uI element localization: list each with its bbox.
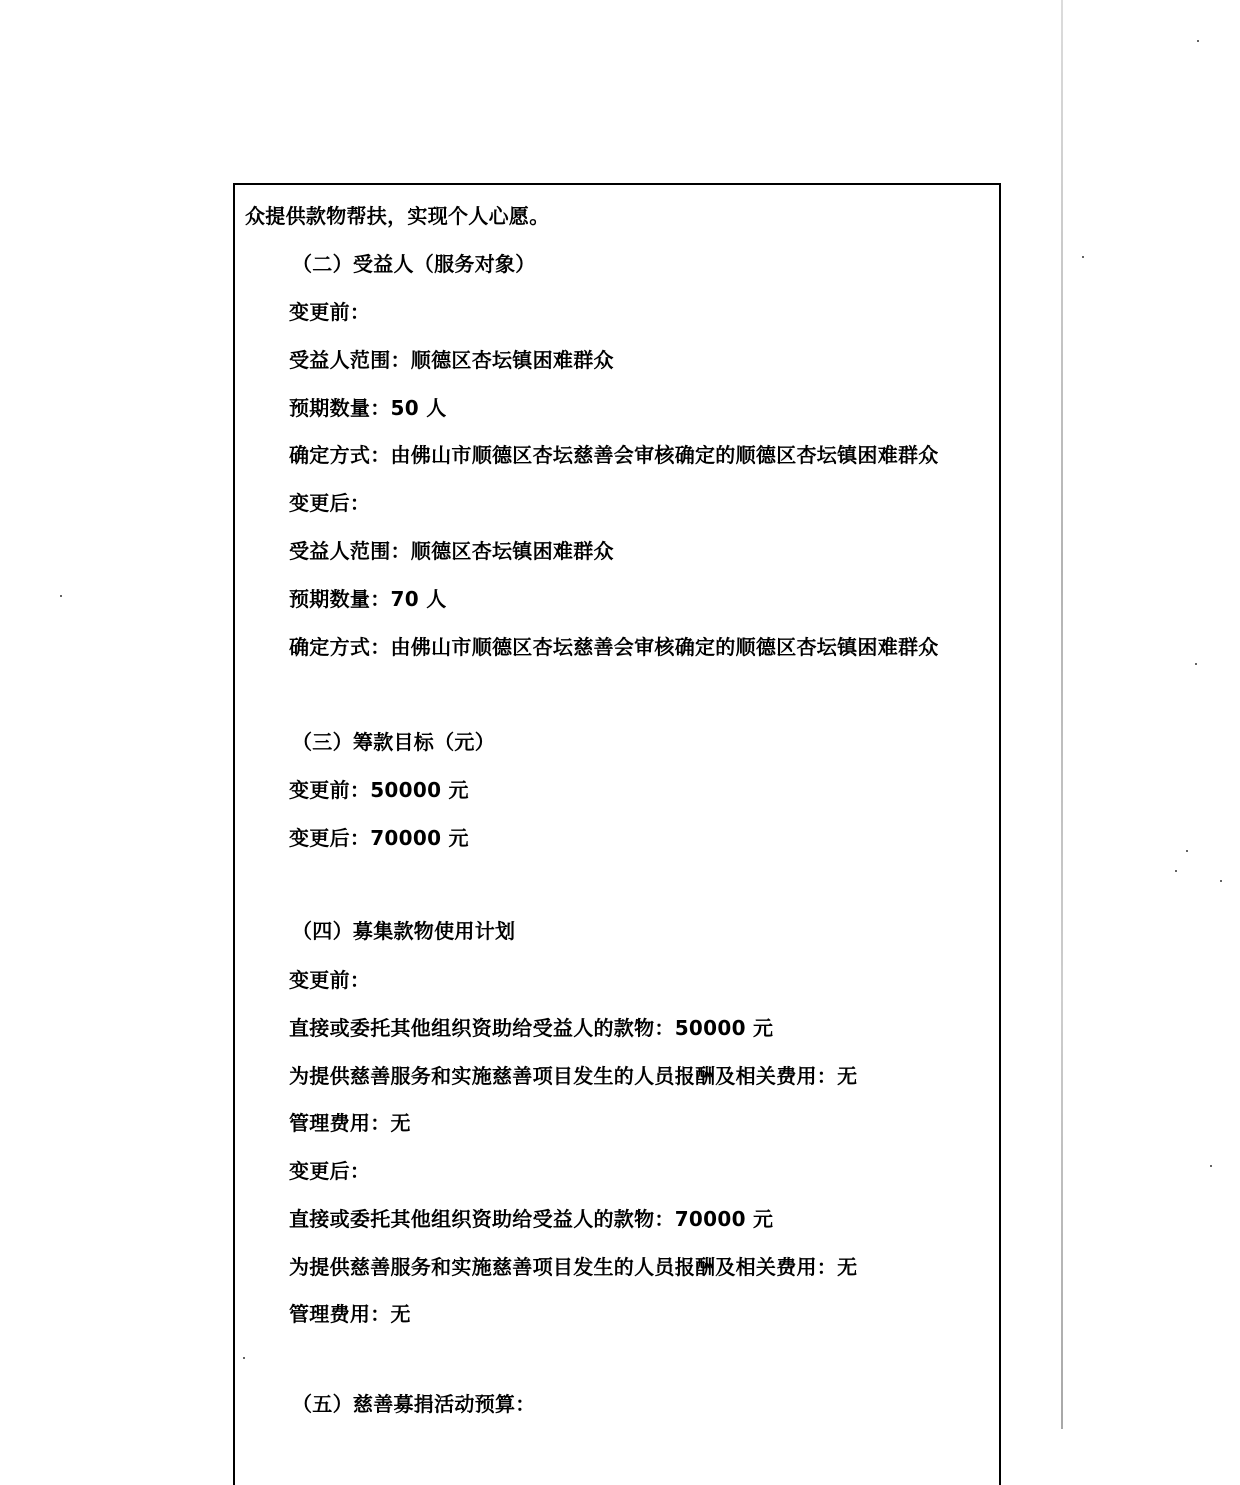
section-4-before-staff: 为提供慈善服务和实施慈善项目发生的人员报酬及相关费用：无 <box>289 1064 858 1088</box>
scan-speck <box>60 595 62 597</box>
section-3-heading: （三）筹款目标（元） <box>292 730 495 754</box>
scan-speck <box>1186 850 1188 852</box>
scan-speck <box>1082 256 1084 258</box>
section-2-before-scope: 受益人范围：顺德区杏坛镇困难群众 <box>289 348 614 372</box>
section-4-after-label: 变更后： <box>289 1159 371 1183</box>
section-4-after-direct: 直接或委托其他组织资助给受益人的款物：70000 元 <box>289 1207 774 1231</box>
scan-speck <box>1220 880 1222 882</box>
section-2-after-count: 预期数量：70 人 <box>289 587 447 611</box>
section-4-before-direct: 直接或委托其他组织资助给受益人的款物：50000 元 <box>289 1016 774 1040</box>
section-3-after: 变更后：70000 元 <box>289 826 469 850</box>
section-3-before: 变更前：50000 元 <box>289 778 469 802</box>
section-4-before-label: 变更前： <box>289 968 371 992</box>
section-2-before-label: 变更前： <box>289 300 371 324</box>
section-4-before-admin: 管理费用：无 <box>289 1111 411 1135</box>
section-2-after-method: 确定方式：由佛山市顺德区杏坛慈善会审核确定的顺德区杏坛镇困难群众 <box>289 635 939 659</box>
section-2-before-method: 确定方式：由佛山市顺德区杏坛慈善会审核确定的顺德区杏坛镇困难群众 <box>289 443 939 467</box>
scan-speck <box>1210 1165 1212 1167</box>
section-4-heading: （四）募集款物使用计划 <box>292 919 516 943</box>
section-2-after-scope: 受益人范围：顺德区杏坛镇困难群众 <box>289 539 614 563</box>
section-4-after-admin: 管理费用：无 <box>289 1302 411 1326</box>
section-2-before-count: 预期数量：50 人 <box>289 396 447 420</box>
scan-speck <box>1195 663 1197 665</box>
intro-line: 众提供款物帮扶，实现个人心愿。 <box>245 204 550 228</box>
section-2-heading: （二）受益人（服务对象） <box>292 252 536 276</box>
scan-speck <box>1175 870 1177 872</box>
scan-speck <box>1197 40 1199 42</box>
scan-edge-shadow <box>1061 0 1063 1429</box>
section-4-after-staff: 为提供慈善服务和实施慈善项目发生的人员报酬及相关费用：无 <box>289 1255 858 1279</box>
section-2-after-label: 变更后： <box>289 491 371 515</box>
section-5-heading: （五）慈善募捐活动预算： <box>292 1392 536 1416</box>
